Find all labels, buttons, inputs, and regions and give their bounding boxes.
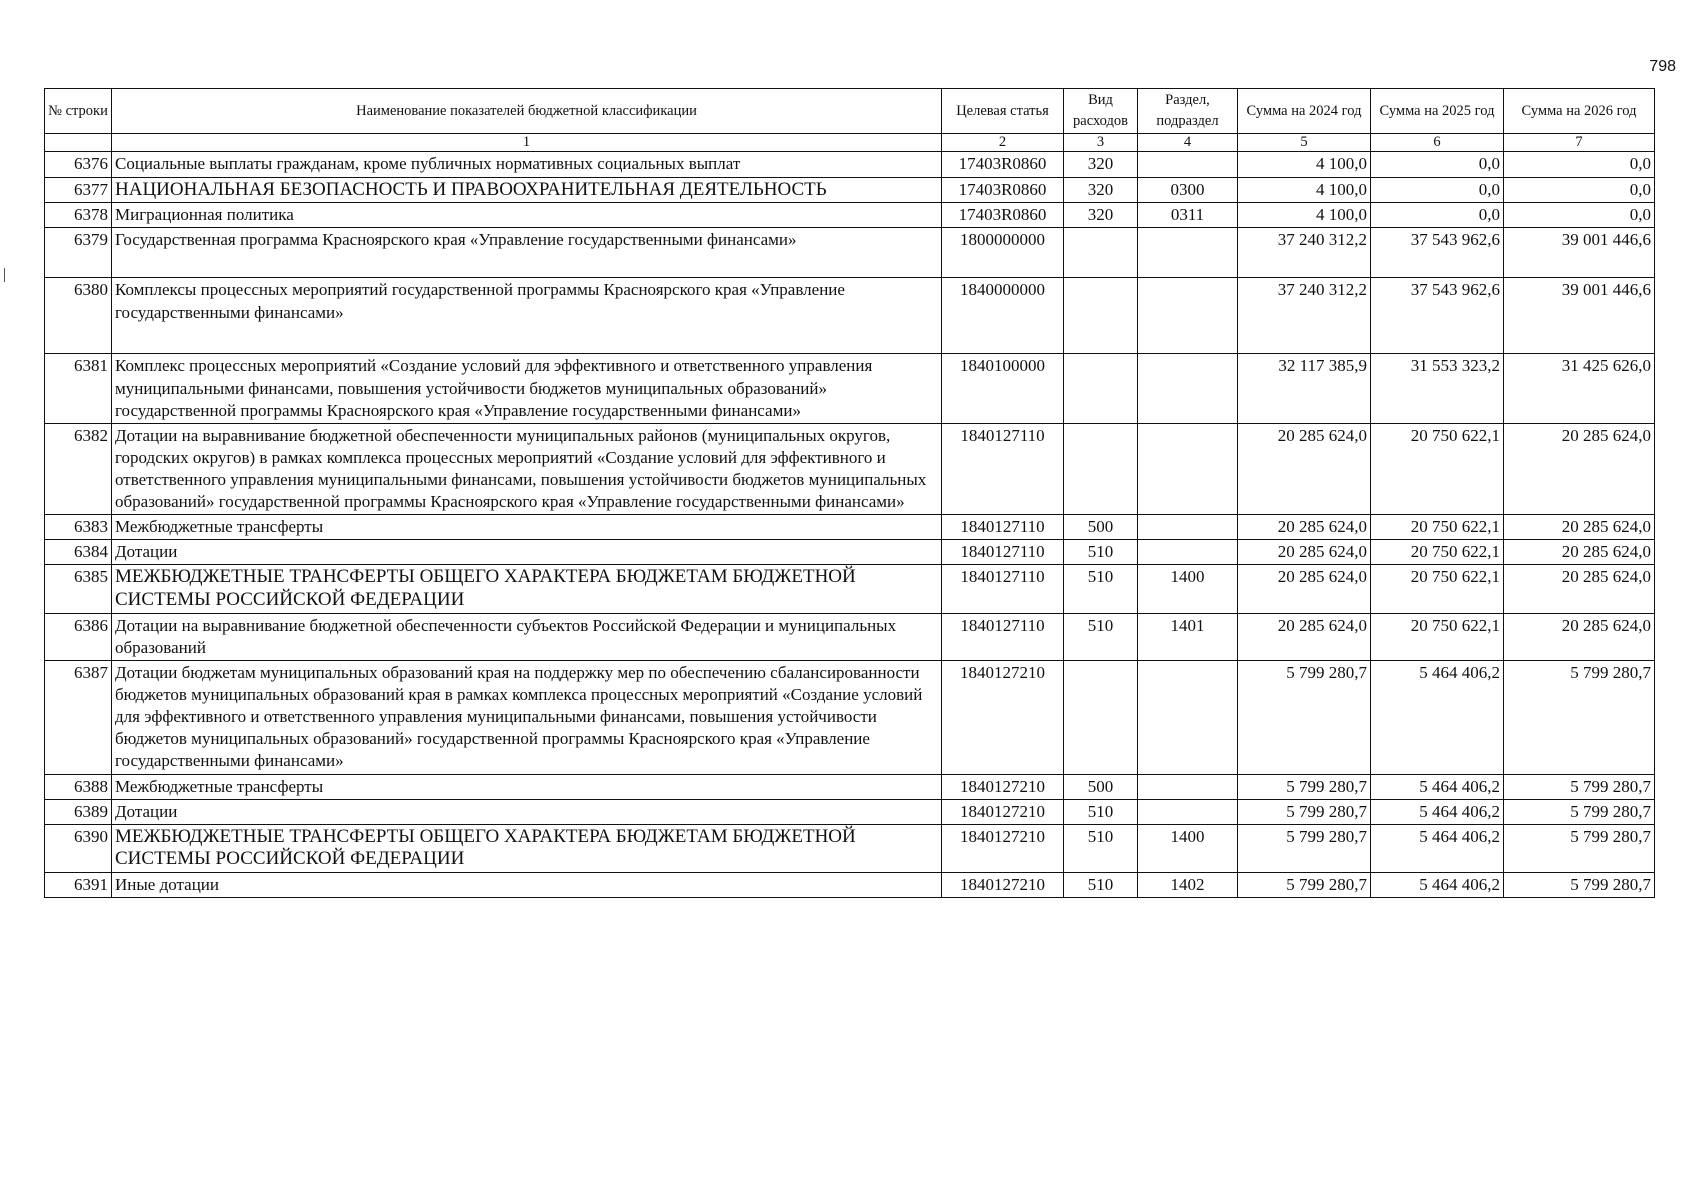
table-row [45,354,1655,423]
row-section: 1401 [1138,613,1238,660]
header-expense-type: Вид расходов [1064,89,1138,134]
row-number: 6382 [45,423,112,514]
row-target: 1840127210 [942,774,1064,799]
row-target: 1840127110 [942,515,1064,540]
row-name: Комплекс процессных мероприятий «Создание условий для эффективного и ответственного управления муниципальными финансами, повышения устойчивости бюджетов муниципальных образований» государственной программы Красноярского края «Управление государственными финансами» [112,354,942,423]
row-sum-2026: 0,0 [1504,152,1655,177]
row-type [1064,423,1138,514]
row-type [1064,278,1138,354]
row-sum-2025: 5 464 406,2 [1371,799,1504,824]
row-sum-2026: 5 799 280,7 [1504,824,1655,873]
row-target: 1840127210 [942,799,1064,824]
row-target: 17403R0860 [942,203,1064,228]
row-number: 6380 [45,278,112,354]
row-sum-2026: 5 799 280,7 [1504,799,1655,824]
row-number: 6390 [45,824,112,873]
row-name: Иные дотации [112,873,942,898]
row-type: 510 [1064,873,1138,898]
row-type: 500 [1064,515,1138,540]
row-type: 510 [1064,799,1138,824]
row-number: 6388 [45,774,112,799]
row-target: 1840127210 [942,824,1064,873]
row-name: Социальные выплаты гражданам, кроме публичных нормативных социальных выплат [112,152,942,177]
row-sum-2026: 0,0 [1504,203,1655,228]
row-name: Дотации на выравнивание бюджетной обеспеченности субъектов Российской Федерации и муниципальных образований [112,613,942,660]
row-name: Комплексы процессных мероприятий государственной программы Красноярского края «Управление государственными финансами» [112,278,942,354]
row-sum-2026: 31 425 626,0 [1504,354,1655,423]
table-row [45,613,1655,660]
row-type: 320 [1064,152,1138,177]
table-row [45,228,1655,278]
page-number: 798 [1649,58,1676,75]
row-number: 6376 [45,152,112,177]
row-sum-2025: 20 750 622,1 [1371,540,1504,565]
col-number: 4 [1138,134,1238,152]
row-sum-2026: 5 799 280,7 [1504,873,1655,898]
budget-table [44,88,1655,898]
row-name: Межбюджетные трансферты [112,515,942,540]
row-sum-2025: 20 750 622,1 [1371,423,1504,514]
row-name: Миграционная политика [112,203,942,228]
row-sum-2026: 39 001 446,6 [1504,228,1655,278]
row-sum-2024: 37 240 312,2 [1238,228,1371,278]
row-name: Дотации бюджетам муниципальных образований края на поддержку мер по обеспечению сбалансированности бюджетов муниципальных образований края в рамках комплекса процессных мероприятий «Создание условий для эффективного и ответственного управления муниципальными финансами, повышения устойчивости бюджетов муниципальных образований» государственной программы Красноярского края «Управление государственными финансами» [112,661,942,774]
row-type: 510 [1064,540,1138,565]
row-target: 1840127110 [942,540,1064,565]
row-sum-2026: 0,0 [1504,177,1655,203]
row-number: 6387 [45,661,112,774]
row-section: 1402 [1138,873,1238,898]
table-header-row [45,89,1655,134]
table-row [45,177,1655,203]
row-type [1064,354,1138,423]
table-row [45,423,1655,514]
row-number: 6379 [45,228,112,278]
row-sum-2024: 37 240 312,2 [1238,278,1371,354]
row-section [1138,354,1238,423]
row-name: МЕЖБЮДЖЕТНЫЕ ТРАНСФЕРТЫ ОБЩЕГО ХАРАКТЕРА БЮДЖЕТАМ БЮДЖЕТНОЙ СИСТЕМЫ РОССИЙСКОЙ ФЕДЕРАЦИИ [112,824,942,873]
header-section: Раздел, подраздел [1138,89,1238,134]
row-sum-2025: 31 553 323,2 [1371,354,1504,423]
row-number: 6378 [45,203,112,228]
table-row [45,540,1655,565]
row-sum-2024: 20 285 624,0 [1238,423,1371,514]
row-number: 6386 [45,613,112,660]
row-sum-2026: 5 799 280,7 [1504,661,1655,774]
row-sum-2025: 5 464 406,2 [1371,661,1504,774]
row-sum-2026: 20 285 624,0 [1504,423,1655,514]
col-number: 7 [1504,134,1655,152]
row-sum-2025: 37 543 962,6 [1371,278,1504,354]
col-number [45,134,112,152]
col-number: 1 [112,134,942,152]
row-number: 6383 [45,515,112,540]
row-section [1138,515,1238,540]
header-sum-2024: Сумма на 2024 год [1238,89,1371,134]
row-sum-2024: 5 799 280,7 [1238,774,1371,799]
col-number: 5 [1238,134,1371,152]
row-sum-2026: 5 799 280,7 [1504,774,1655,799]
row-sum-2024: 5 799 280,7 [1238,661,1371,774]
row-name: Дотации на выравнивание бюджетной обеспеченности муниципальных районов (муниципальных округов, городских округов) в рамках комплекса процессных мероприятий «Создание условий для эффективного и ответственного управления муниципальными финансами, повышения устойчивости бюджетов муниципальных образований» государственной программы Красноярского края «Управление государственными финансами» [112,423,942,514]
row-number: 6389 [45,799,112,824]
row-section [1138,278,1238,354]
row-name: Дотации [112,540,942,565]
row-target: 17403R0860 [942,177,1064,203]
row-name: МЕЖБЮДЖЕТНЫЕ ТРАНСФЕРТЫ ОБЩЕГО ХАРАКТЕРА БЮДЖЕТАМ БЮДЖЕТНОЙ СИСТЕМЫ РОССИЙСКОЙ ФЕДЕРАЦИИ [112,565,942,614]
row-sum-2024: 5 799 280,7 [1238,873,1371,898]
row-sum-2025: 5 464 406,2 [1371,824,1504,873]
row-sum-2025: 20 750 622,1 [1371,515,1504,540]
table-row [45,799,1655,824]
header-sum-2026: Сумма на 2026 год [1504,89,1655,134]
header-name: Наименование показателей бюджетной классификации [112,89,942,134]
row-name: НАЦИОНАЛЬНАЯ БЕЗОПАСНОСТЬ И ПРАВООХРАНИТЕЛЬНАЯ ДЕЯТЕЛЬНОСТЬ [112,177,942,203]
row-target: 1840127110 [942,565,1064,614]
col-number: 2 [942,134,1064,152]
row-number: 6377 [45,177,112,203]
row-name: Государственная программа Красноярского края «Управление государственными финансами» [112,228,942,278]
row-sum-2024: 20 285 624,0 [1238,565,1371,614]
row-section [1138,774,1238,799]
table-row [45,152,1655,177]
table-row [45,774,1655,799]
row-section [1138,228,1238,278]
col-number: 6 [1371,134,1504,152]
row-type [1064,661,1138,774]
table-row [45,515,1655,540]
row-sum-2026: 20 285 624,0 [1504,540,1655,565]
row-section: 0311 [1138,203,1238,228]
row-number: 6391 [45,873,112,898]
row-section [1138,540,1238,565]
row-sum-2024: 4 100,0 [1238,177,1371,203]
row-section: 0300 [1138,177,1238,203]
row-sum-2025: 5 464 406,2 [1371,774,1504,799]
row-target: 1840127210 [942,661,1064,774]
col-number: 3 [1064,134,1138,152]
column-number-row [45,134,1655,152]
row-target: 1840127110 [942,423,1064,514]
table-row [45,203,1655,228]
row-section [1138,152,1238,177]
row-type: 320 [1064,203,1138,228]
row-sum-2026: 20 285 624,0 [1504,565,1655,614]
row-sum-2024: 32 117 385,9 [1238,354,1371,423]
row-sum-2024: 20 285 624,0 [1238,540,1371,565]
row-type: 510 [1064,565,1138,614]
row-section: 1400 [1138,565,1238,614]
header-target: Целевая статья [942,89,1064,134]
row-number: 6385 [45,565,112,614]
row-section [1138,661,1238,774]
row-sum-2025: 37 543 962,6 [1371,228,1504,278]
header-sum-2025: Сумма на 2025 год [1371,89,1504,134]
row-target: 1800000000 [942,228,1064,278]
row-sum-2026: 20 285 624,0 [1504,613,1655,660]
row-sum-2026: 20 285 624,0 [1504,515,1655,540]
row-sum-2024: 4 100,0 [1238,203,1371,228]
row-sum-2025: 0,0 [1371,203,1504,228]
row-name: Дотации [112,799,942,824]
row-section [1138,799,1238,824]
row-type: 500 [1064,774,1138,799]
table-row [45,661,1655,774]
row-sum-2024: 5 799 280,7 [1238,824,1371,873]
row-section [1138,423,1238,514]
table-row [45,824,1655,873]
row-type: 510 [1064,613,1138,660]
row-number: 6384 [45,540,112,565]
row-sum-2025: 20 750 622,1 [1371,613,1504,660]
row-sum-2024: 20 285 624,0 [1238,515,1371,540]
row-type: 320 [1064,177,1138,203]
row-sum-2024: 5 799 280,7 [1238,799,1371,824]
row-section: 1400 [1138,824,1238,873]
row-sum-2024: 4 100,0 [1238,152,1371,177]
row-target: 1840127110 [942,613,1064,660]
row-sum-2025: 5 464 406,2 [1371,873,1504,898]
row-sum-2025: 0,0 [1371,177,1504,203]
row-type: 510 [1064,824,1138,873]
row-target: 1840000000 [942,278,1064,354]
scan-margin-mark [4,268,5,282]
row-target: 17403R0860 [942,152,1064,177]
row-target: 1840100000 [942,354,1064,423]
row-target: 1840127210 [942,873,1064,898]
row-sum-2026: 39 001 446,6 [1504,278,1655,354]
row-type [1064,228,1138,278]
header-row-no: № строки [45,89,112,134]
row-name: Межбюджетные трансферты [112,774,942,799]
table-row [45,873,1655,898]
table-row [45,565,1655,614]
row-number: 6381 [45,354,112,423]
table-row [45,278,1655,354]
row-sum-2024: 20 285 624,0 [1238,613,1371,660]
row-sum-2025: 20 750 622,1 [1371,565,1504,614]
row-sum-2025: 0,0 [1371,152,1504,177]
